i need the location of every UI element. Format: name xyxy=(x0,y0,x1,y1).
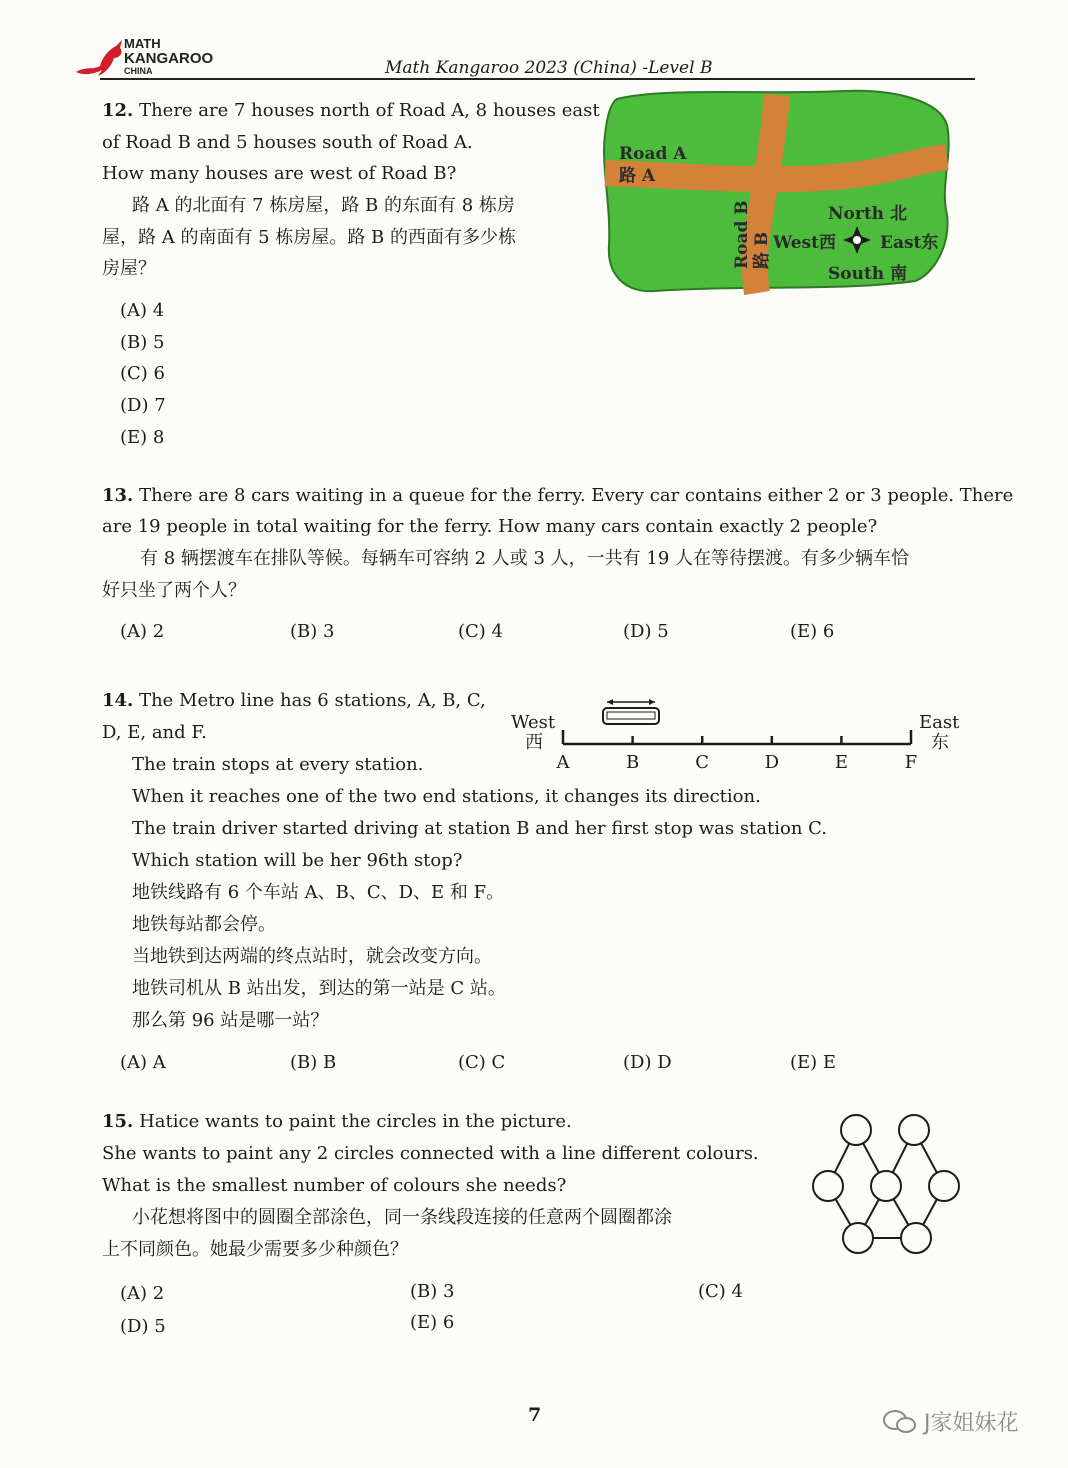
q14-zh-line5: 那么第 96 站是哪一站？ xyxy=(132,1010,329,1031)
q12-zh-line3: 房屋？ xyxy=(102,258,156,279)
logo-line2: KANGAROO xyxy=(124,50,214,67)
q12-en-line3: How many houses are west of Road B? xyxy=(102,163,457,184)
metro-east-label: East xyxy=(919,712,960,733)
q15-en-line1: 15. Hatice wants to paint the circles in the picture. xyxy=(102,1111,572,1132)
q13-en-line2: are 19 people in total waiting for the ferry. How many cars contain exactly 2 people? xyxy=(102,516,878,537)
q14-option-b[interactable]: (B) B xyxy=(290,1052,337,1073)
q14-option-e[interactable]: (E) E xyxy=(790,1052,837,1073)
graph-node xyxy=(871,1171,901,1201)
road-b-label-zh: 路 B xyxy=(752,231,772,269)
train-icon xyxy=(603,699,659,724)
logo-line3: CHINA xyxy=(124,66,153,76)
q13-option-d[interactable]: (D) 5 xyxy=(623,621,669,642)
header-rule xyxy=(100,78,975,80)
q13-option-a[interactable]: (A) 2 xyxy=(120,621,165,642)
q15-en-line2: She wants to paint any 2 circles connected with a line different colours. xyxy=(102,1143,759,1164)
q14-option-c[interactable]: (C) C xyxy=(458,1052,506,1073)
station-label: A xyxy=(556,752,570,772)
q14-option-a[interactable]: (A) A xyxy=(120,1052,166,1073)
q13-option-e[interactable]: (E) 6 xyxy=(790,621,835,642)
road-a-label-zh: 路 A xyxy=(619,166,656,186)
q15-zh-line1: 小花想将图中的圆圈全部涂色，同一条线段连接的任意两个圆圈都涂 xyxy=(132,1207,672,1228)
q12-option-c[interactable]: (C) 6 xyxy=(120,363,165,384)
metro-east-label-zh: 东 xyxy=(931,732,949,753)
compass-east: East东 xyxy=(880,233,939,253)
graph-node xyxy=(929,1171,959,1201)
kangaroo-logo-icon xyxy=(72,36,128,80)
station-label: F xyxy=(904,752,918,772)
q15-option-d[interactable]: (D) 5 xyxy=(120,1316,166,1337)
q14-en-line2: D, E, and F. xyxy=(102,722,207,743)
q12-number: 12. xyxy=(102,100,134,121)
q15-circle-graph xyxy=(800,1108,970,1258)
q12-option-d[interactable]: (D) 7 xyxy=(120,395,166,416)
road-a-label: Road A xyxy=(619,144,687,164)
q12-option-b[interactable]: (B) 5 xyxy=(120,332,165,353)
q14-zh-line1: 地铁线路有 6 个车站 A、B、C、D、E 和 F。 xyxy=(132,882,505,903)
q14-option-d[interactable]: (D) D xyxy=(623,1052,672,1073)
q15-option-e[interactable]: (E) 6 xyxy=(410,1312,455,1333)
q14-en-line1: 14. The Metro line has 6 stations, A, B, C, xyxy=(102,690,486,711)
watermark-text: J家姐妹花 xyxy=(924,1411,1019,1436)
header-title: Math Kangaroo 2023 (China) -Level B xyxy=(385,58,713,78)
q13-number: 13. xyxy=(102,485,134,506)
station-label: E xyxy=(834,752,848,772)
station-label: B xyxy=(625,752,640,772)
metro-west-label-zh: 西 xyxy=(525,732,543,753)
q13-option-b[interactable]: (B) 3 xyxy=(290,621,335,642)
q15-en-line3: What is the smallest number of colours she needs? xyxy=(102,1175,567,1196)
compass-south: South 南 xyxy=(828,264,908,284)
page-number: 7 xyxy=(528,1404,542,1426)
q14-en-line3: The train stops at every station. xyxy=(132,754,424,775)
q13-zh-line1: 有 8 辆摆渡车在排队等候。每辆车可容纳 2 人或 3 人，一共有 19 人在等待摆渡。有多少辆车恰 xyxy=(140,548,910,569)
graph-node xyxy=(813,1171,843,1201)
q12-en-line2: of Road B and 5 houses south of Road A. xyxy=(102,132,473,153)
watermark xyxy=(882,1406,1019,1437)
q14-zh-line3: 当地铁到达两端的终点站时，就会改变方向。 xyxy=(132,946,492,967)
q14-number: 14. xyxy=(102,690,134,711)
q12-zh-line1: 路 A 的北面有 7 栋房屋，路 B 的东面有 8 栋房 xyxy=(132,195,515,216)
road-b-label: Road B xyxy=(732,200,752,269)
graph-node xyxy=(899,1115,929,1145)
q12-zh-line2: 屋，路 A 的南面有 5 栋房屋。路 B 的西面有多少栋 xyxy=(102,227,517,248)
logo-line1: MATH xyxy=(124,36,161,51)
q15-option-c[interactable]: (C) 4 xyxy=(698,1281,743,1302)
q14-zh-line4: 地铁司机从 B 站出发，到达的第一站是 C 站。 xyxy=(132,978,506,999)
compass-north: North 北 xyxy=(828,204,907,224)
q15-number: 15. xyxy=(102,1111,134,1132)
q12-map xyxy=(595,85,955,297)
q14-metro-diagram xyxy=(505,692,965,772)
station-label: D xyxy=(764,752,780,772)
graph-node xyxy=(901,1223,931,1253)
q14-en-line6: Which station will be her 96th stop? xyxy=(132,850,463,871)
graph-node xyxy=(843,1223,873,1253)
q15-option-b[interactable]: (B) 3 xyxy=(410,1281,455,1302)
q15-option-a[interactable]: (A) 2 xyxy=(120,1283,165,1304)
q14-en-line5: The train driver started driving at station B and her first stop was station C. xyxy=(132,818,827,839)
metro-west-label: West xyxy=(511,712,556,733)
graph-node xyxy=(841,1115,871,1145)
header-logo xyxy=(72,36,222,80)
q13-zh-line2: 好只坐了两个人？ xyxy=(102,580,246,601)
q12-option-e[interactable]: (E) 8 xyxy=(120,427,165,448)
q14-zh-line2: 地铁每站都会停。 xyxy=(132,914,276,935)
compass-west: West西 xyxy=(773,233,836,253)
q12-option-a[interactable]: (A) 4 xyxy=(120,300,165,321)
q15-zh-line2: 上不同颜色。她最少需要多少种颜色？ xyxy=(102,1239,408,1260)
q12-en-line1: 12. There are 7 houses north of Road A, 8 houses east xyxy=(102,100,600,121)
q13-option-c[interactable]: (C) 4 xyxy=(458,621,503,642)
q14-en-line4: When it reaches one of the two end stations, it changes its direction. xyxy=(132,786,761,807)
wechat-icon xyxy=(882,1408,918,1436)
station-label: C xyxy=(695,752,710,772)
q13-en-line1: 13. There are 8 cars waiting in a queue for the ferry. Every car contains either 2 or 3 people. There xyxy=(102,485,1014,506)
